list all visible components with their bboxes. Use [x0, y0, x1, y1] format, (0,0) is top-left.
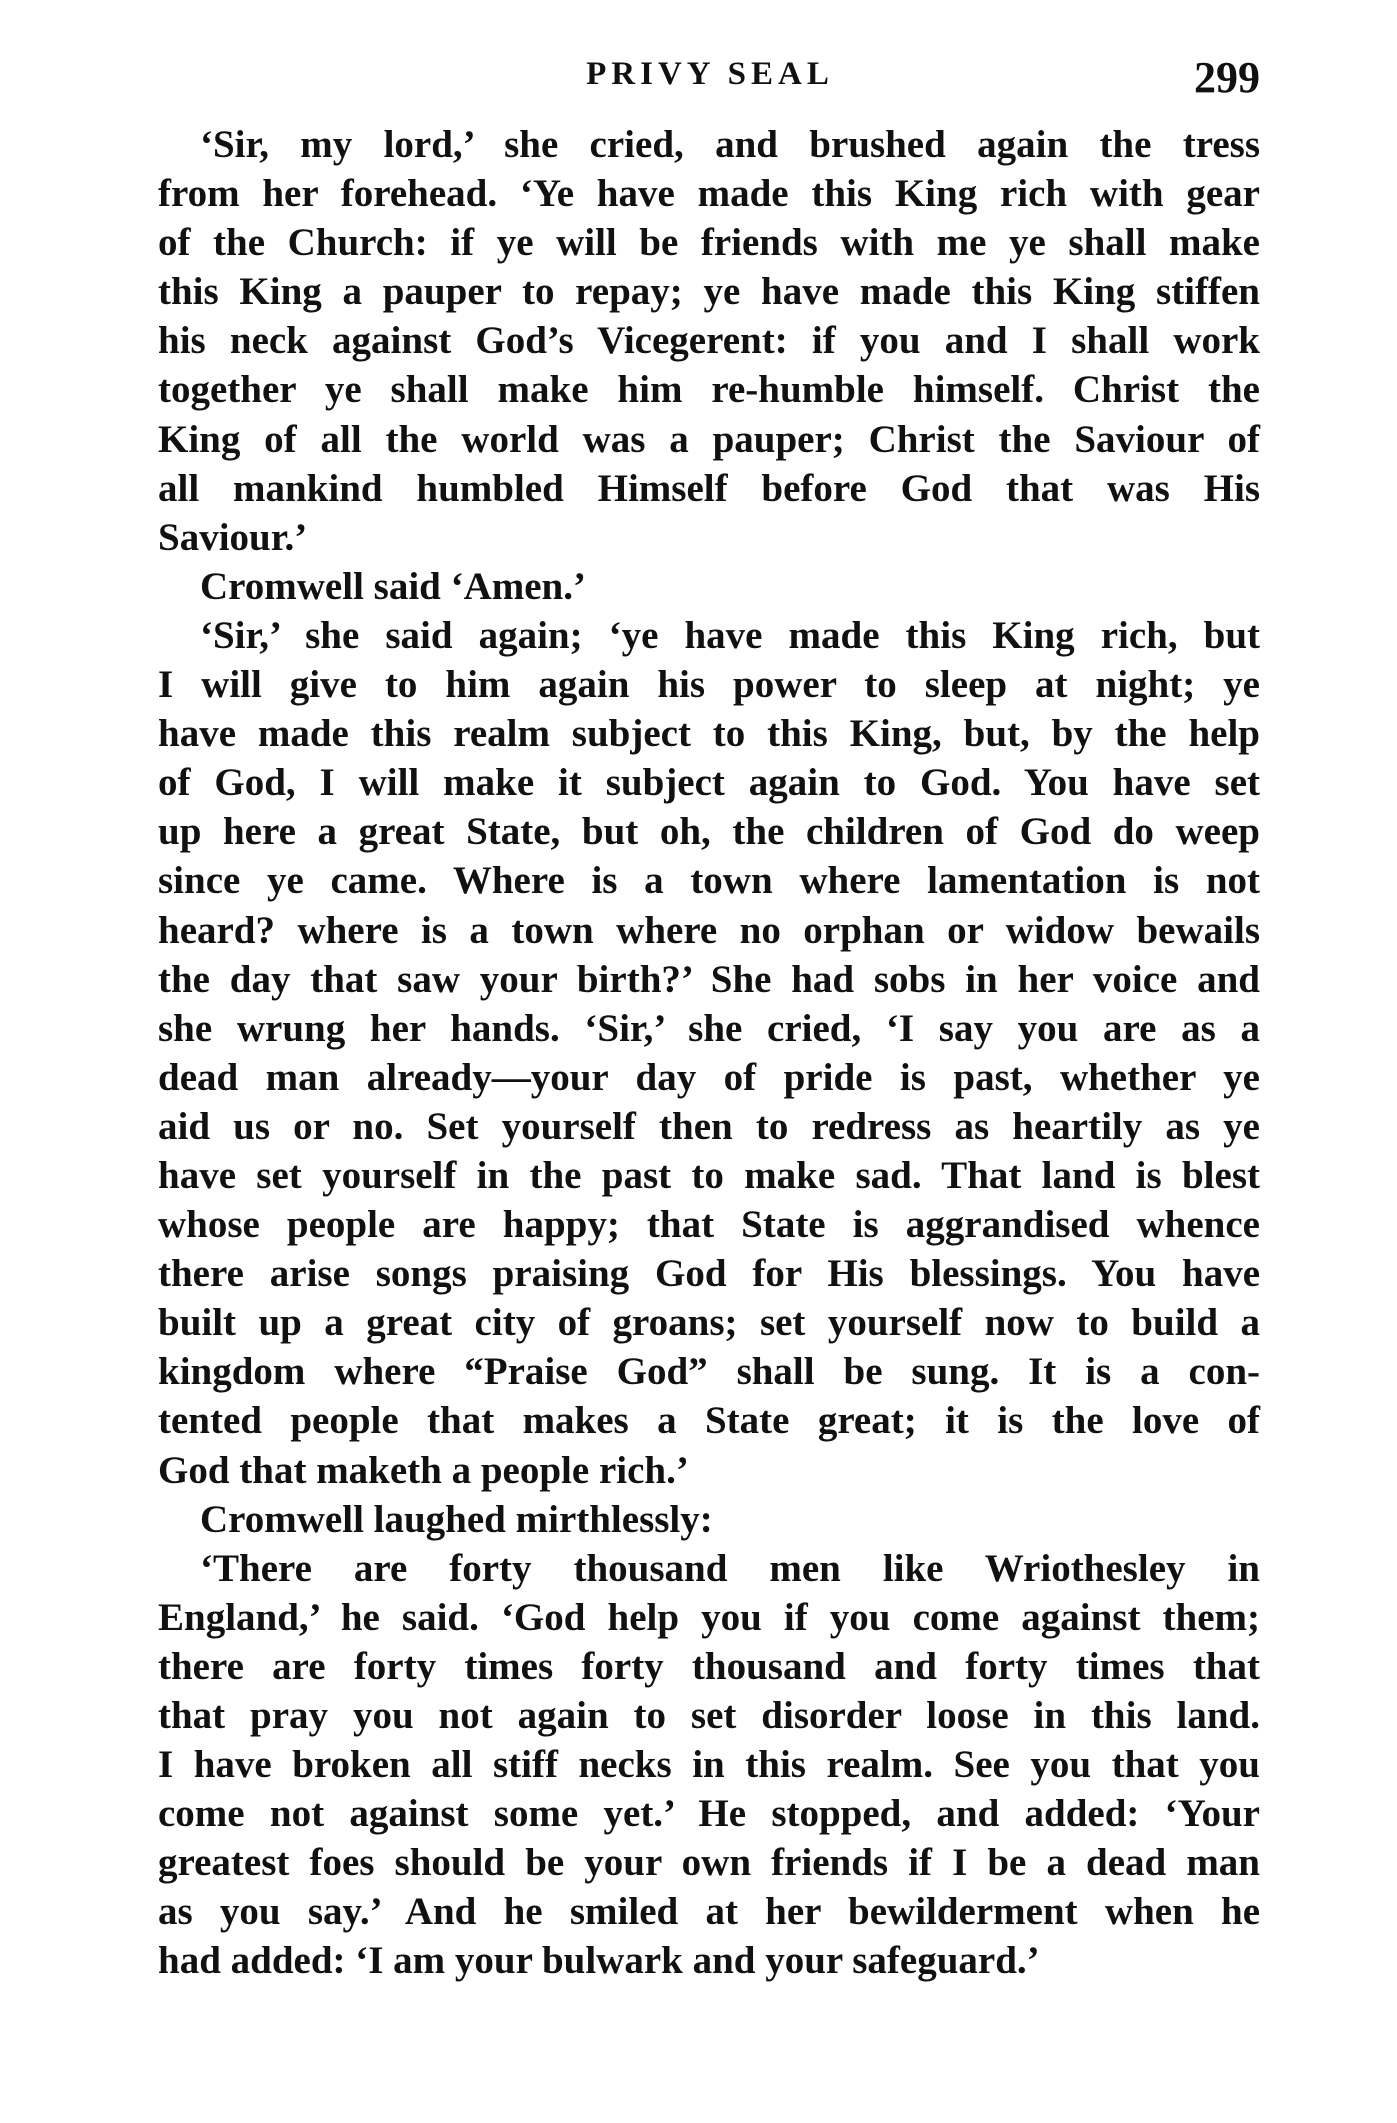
- text-line: from her forehead. ‘Ye have made this King rich with gear: [158, 172, 1260, 216]
- text-line: I have broken all stiff necks in this realm. See you that you: [158, 1743, 1260, 1787]
- text-line: Saviour.’: [158, 515, 308, 559]
- text-line: up here a great State, but oh, the children of God do weep: [158, 810, 1260, 854]
- text-line: there are forty times forty thousand and forty times that: [158, 1644, 1260, 1688]
- text-line: Cromwell said ‘Amen.’: [200, 564, 586, 608]
- text-line: the day that saw your birth?’ She had sobs in her voice and: [158, 957, 1260, 1001]
- text-line: built up a great city of groans; set yourself now to build a: [158, 1301, 1260, 1345]
- text-line: since ye came. Where is a town where lamentation is not: [158, 859, 1260, 903]
- text-line: whose people are happy; that State is aggrandised whence: [158, 1203, 1260, 1247]
- running-head: [160, 53, 1260, 116]
- text-line: heard? where is a town where no orphan or widow bewails: [158, 908, 1260, 952]
- text-line: of the Church: if ye will be friends with me ye shall make: [158, 221, 1260, 265]
- text-line: ‘Sir, my lord,’ she cried, and brushed again the tress: [200, 123, 1260, 166]
- text-line: King of all the world was a pauper; Christ the Saviour of: [158, 417, 1260, 461]
- text-line: I will give to him again his power to sleep at night; ye: [158, 663, 1260, 707]
- text-line: have made this realm subject to this King, but, by the help: [158, 712, 1260, 756]
- text-line: his neck against God’s Vicegerent: if you and I shall work: [158, 319, 1260, 363]
- text-line: dead man already—your day of pride is past, whether ye: [158, 1055, 1260, 1099]
- text-line: there arise songs praising God for His blessings. You have: [158, 1252, 1260, 1296]
- text-line: together ye shall make him re-humble himself. Christ the: [158, 368, 1260, 412]
- text-line: Cromwell laughed mirthlessly:: [200, 1497, 713, 1541]
- text-line: had added: ‘I am your bulwark and your safeguard.’: [158, 1939, 1040, 1983]
- text-line: this King a pauper to repay; ye have made this King stiffen: [158, 270, 1260, 314]
- text-line: tented people that makes a State great; it is the love of: [158, 1399, 1260, 1443]
- body-text: [158, 120, 1260, 1986]
- text-line: all mankind humbled Himself before God that was His: [158, 466, 1260, 510]
- text-line: aid us or no. Set yourself then to redress as heartily as ye: [158, 1104, 1260, 1148]
- text-line: kingdom where “Praise God” shall be sung. It is a con-: [158, 1350, 1260, 1394]
- text-line: God that maketh a people rich.’: [158, 1448, 689, 1492]
- text-line: England,’ he said. ‘God help you if you come against them;: [158, 1595, 1260, 1639]
- text-line: as you say.’ And he smiled at her bewilderment when he: [158, 1890, 1260, 1934]
- page-number: 299: [1194, 53, 1260, 102]
- text-line: ‘There are forty thousand men like Wriothesley in: [200, 1546, 1260, 1590]
- text-line: ‘Sir,’ she said again; ‘ye have made this King rich, but: [200, 613, 1260, 657]
- text-line: have set yourself in the past to make sad. That land is blest: [158, 1153, 1260, 1197]
- text-line: of God, I will make it subject again to God. You have set: [158, 761, 1260, 805]
- text-line: she wrung her hands. ‘Sir,’ she cried, ‘I say you are as a: [158, 1006, 1260, 1050]
- text-line: greatest foes should be your own friends if I be a dead man: [158, 1841, 1260, 1885]
- text-line: that pray you not again to set disorder loose in this land.: [158, 1694, 1260, 1737]
- text-line: come not against some yet.’ He stopped, and added: ‘Your: [158, 1792, 1260, 1836]
- running-title: PRIVY SEAL: [586, 56, 834, 92]
